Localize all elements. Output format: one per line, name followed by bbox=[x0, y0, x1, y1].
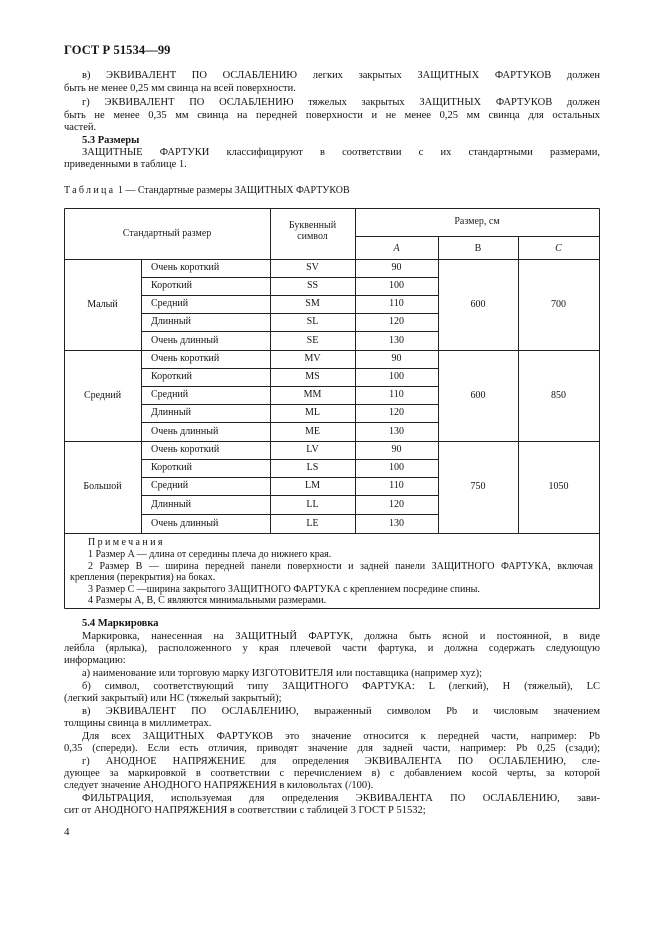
marking-item-v-line1: в) ЭКВИВАЛЕНТ ПО ОСЛАБЛЕНИЮ, выраженный символом Pb и числовым значением bbox=[82, 706, 600, 717]
row-size-a: 90 bbox=[391, 353, 402, 364]
group-size-c: 700 bbox=[551, 298, 566, 310]
group-size-c: 850 bbox=[551, 389, 566, 401]
table-caption-text: 1 — Стандартные размеры ЗАЩИТНЫХ ФАРТУКОВ bbox=[117, 185, 350, 196]
notes-title-text: Примечания bbox=[88, 537, 165, 548]
document-header: ГОСТ Р 51534—99 bbox=[64, 43, 171, 57]
paragraph-b-line2: быть не менее 0,25 мм свинца на всей поверхности. bbox=[64, 83, 296, 94]
row-letter-symbol: SE bbox=[306, 334, 319, 346]
row-letter-symbol: LS bbox=[306, 462, 319, 473]
header-letter-symbol-2: символ bbox=[297, 231, 328, 242]
row-size-a: 130 bbox=[389, 517, 404, 529]
row-size-a: 100 bbox=[389, 462, 404, 473]
row-size-name: Средний bbox=[151, 480, 189, 491]
row-size-a: 110 bbox=[389, 480, 404, 491]
row-size-name: Очень длинный bbox=[151, 334, 219, 346]
marking-note-line1: Для всех ЗАЩИТНЫХ ФАРТУКОВ это значение относится к передней части, например: Pb bbox=[82, 731, 600, 742]
section-5-3-title: 5.3 Размеры bbox=[82, 135, 140, 146]
page-number: 4 bbox=[64, 826, 70, 838]
note-1: 1 Размер A — длина от середины плеча до нижнего края. bbox=[88, 549, 332, 560]
row-size-name: Очень короткий bbox=[151, 262, 220, 273]
notes-title bbox=[88, 537, 165, 549]
paragraph-g-line1: г) ЭКВИВАЛЕНТ ПО ОСЛАБЛЕНИЮ тяжелых закрытых ЗАЩИТНЫХ ФАРТУКОВ должен bbox=[82, 97, 600, 108]
row-letter-symbol: SL bbox=[306, 316, 319, 327]
table-caption-prefix: Таблица bbox=[64, 185, 116, 196]
row-size-name: Очень короткий bbox=[151, 444, 220, 455]
group-name: Большой bbox=[83, 481, 122, 492]
row-size-name: Длинный bbox=[151, 498, 191, 510]
group-size-b: 600 bbox=[470, 298, 486, 310]
row-size-name: Очень короткий bbox=[151, 353, 220, 364]
header-letter-symbol-1: Буквенный bbox=[288, 220, 337, 231]
header-col-a: A bbox=[393, 243, 400, 254]
marking-item-g-line3: следует значение АНОДНОГО НАПРЯЖЕНИЯ в киловольтах (/100). bbox=[64, 780, 374, 791]
marking-item-b-line1: б) символ, соответствующий типу ЗАЩИТНОГО ФАРТУКА: L (легкий), H (тяжелый), LC bbox=[82, 681, 600, 692]
row-size-name: Средний bbox=[151, 389, 189, 400]
group-size-b: 750 bbox=[470, 481, 486, 492]
row-letter-symbol: SV bbox=[306, 262, 319, 273]
group-name: Малый bbox=[87, 298, 118, 310]
marking-line3: информацию: bbox=[64, 655, 126, 666]
row-size-a: 100 bbox=[389, 280, 404, 291]
row-size-a: 120 bbox=[389, 316, 404, 327]
row-size-a: 120 bbox=[389, 407, 404, 418]
note-3: 3 Размер C —ширина закрытого ЗАЩИТНОГО ФАРТУКА с креплением посредине спины. bbox=[88, 584, 480, 595]
row-size-a: 90 bbox=[391, 444, 402, 455]
section-5-3-line1: ЗАЩИТНЫЕ ФАРТУКИ классифицируют в соответствии с их стандартными размерами, bbox=[82, 147, 600, 158]
row-letter-symbol: ML bbox=[305, 407, 320, 418]
marking-item-a: а) наименование или торговую марку ИЗГОТОВИТЕЛЯ или поставщика (например xyz); bbox=[82, 668, 482, 679]
row-size-a: 90 bbox=[391, 262, 402, 273]
row-letter-symbol: LM bbox=[305, 480, 320, 491]
row-letter-symbol: MS bbox=[305, 371, 320, 382]
marking-item-b-line2: (легкий закрытый) или HC (тяжелый закрытый); bbox=[64, 693, 282, 704]
row-size-name: Короткий bbox=[151, 462, 192, 473]
note-2-line1: 2 Размер B — ширина передней панели поверхности и задней панели ЗАЩИТНОГО ФАРТУКА, включая bbox=[88, 561, 593, 572]
paragraph-g-line2: быть не менее 0,35 мм свинца на передней поверхности и не менее 0,25 мм свинца для остальных bbox=[64, 110, 600, 121]
row-size-name: Длинный bbox=[151, 316, 191, 327]
row-size-a: 120 bbox=[389, 498, 404, 510]
row-letter-symbol: SM bbox=[305, 298, 320, 309]
group-size-c: 1050 bbox=[548, 481, 569, 492]
row-size-a: 130 bbox=[389, 425, 404, 437]
row-size-name: Очень длинный bbox=[151, 517, 219, 529]
row-letter-symbol: LL bbox=[306, 498, 319, 510]
group-size-b: 600 bbox=[470, 389, 486, 401]
group-name: Средний bbox=[83, 389, 122, 401]
row-size-a: 130 bbox=[389, 334, 404, 346]
marking-note-line2: 0,35 (спереди). Если есть отличия, приводят значение для задней части, например: Pb 0,25 (сзади); bbox=[64, 743, 600, 754]
row-letter-symbol: LE bbox=[306, 517, 319, 529]
marking-item-g-line2: дующее за маркировкой в соответствии с перечислением в) с добавлением косой черты, за которой bbox=[64, 768, 600, 779]
row-letter-symbol: MM bbox=[303, 389, 322, 400]
filtration-line1: ФИЛЬТРАЦИЯ, используемая для определения ЭКВИВАЛЕНТА ПО ОСЛАБЛЕНИЮ, зави- bbox=[82, 793, 600, 804]
row-letter-symbol: LV bbox=[306, 444, 319, 455]
header-col-b: B bbox=[474, 243, 482, 254]
filtration-line2: сит от АНОДНОГО НАПРЯЖЕНИЯ в соответствии с таблицей 3 ГОСТ Р 51532; bbox=[64, 805, 426, 816]
row-size-name: Короткий bbox=[151, 280, 192, 291]
header-col-c: C bbox=[555, 243, 562, 254]
row-size-name: Средний bbox=[151, 298, 189, 309]
note-4: 4 Размеры A, B, C являются минимальными размерами. bbox=[88, 595, 327, 606]
header-standard-size: Стандартный размер bbox=[122, 228, 212, 239]
marking-item-g-line1: г) АНОДНОЕ НАПРЯЖЕНИЕ для определения ЭКВИВАЛЕНТА ПО ОСЛАБЛЕНИЮ, сле- bbox=[82, 756, 600, 767]
marking-line2: лейбла (ярлыка), расположенного у края плечевой части фартука, и должна содержать следующую bbox=[64, 643, 600, 654]
row-size-name: Длинный bbox=[151, 407, 191, 418]
header-size-cm: Размер, см bbox=[454, 216, 500, 227]
row-size-a: 110 bbox=[389, 298, 404, 309]
row-size-a: 110 bbox=[389, 389, 404, 400]
row-letter-symbol: MV bbox=[304, 353, 321, 364]
row-letter-symbol: SS bbox=[306, 280, 319, 291]
paragraph-b-line1: в) ЭКВИВАЛЕНТ ПО ОСЛАБЛЕНИЮ легких закрытых ЗАЩИТНЫХ ФАРТУКОВ должен bbox=[82, 70, 600, 81]
row-letter-symbol: ME bbox=[305, 425, 320, 437]
row-size-name: Короткий bbox=[151, 371, 192, 382]
marking-item-v-line2: толщины свинца в миллиметрах. bbox=[64, 718, 212, 729]
paragraph-g-line3: частей. bbox=[64, 122, 97, 133]
marking-line1: Маркировка, нанесенная на ЗАЩИТНЫЙ ФАРТУК, должна быть ясной и постоянной, в виде bbox=[82, 631, 600, 642]
note-2-line2: крепления (перекрытия) на боках. bbox=[70, 572, 216, 583]
section-5-3-line2: приведенными в таблице 1. bbox=[64, 159, 187, 170]
section-5-4-title: 5.4 Маркировка bbox=[82, 618, 159, 629]
row-size-a: 100 bbox=[389, 371, 404, 382]
row-size-name: Очень длинный bbox=[151, 425, 219, 437]
